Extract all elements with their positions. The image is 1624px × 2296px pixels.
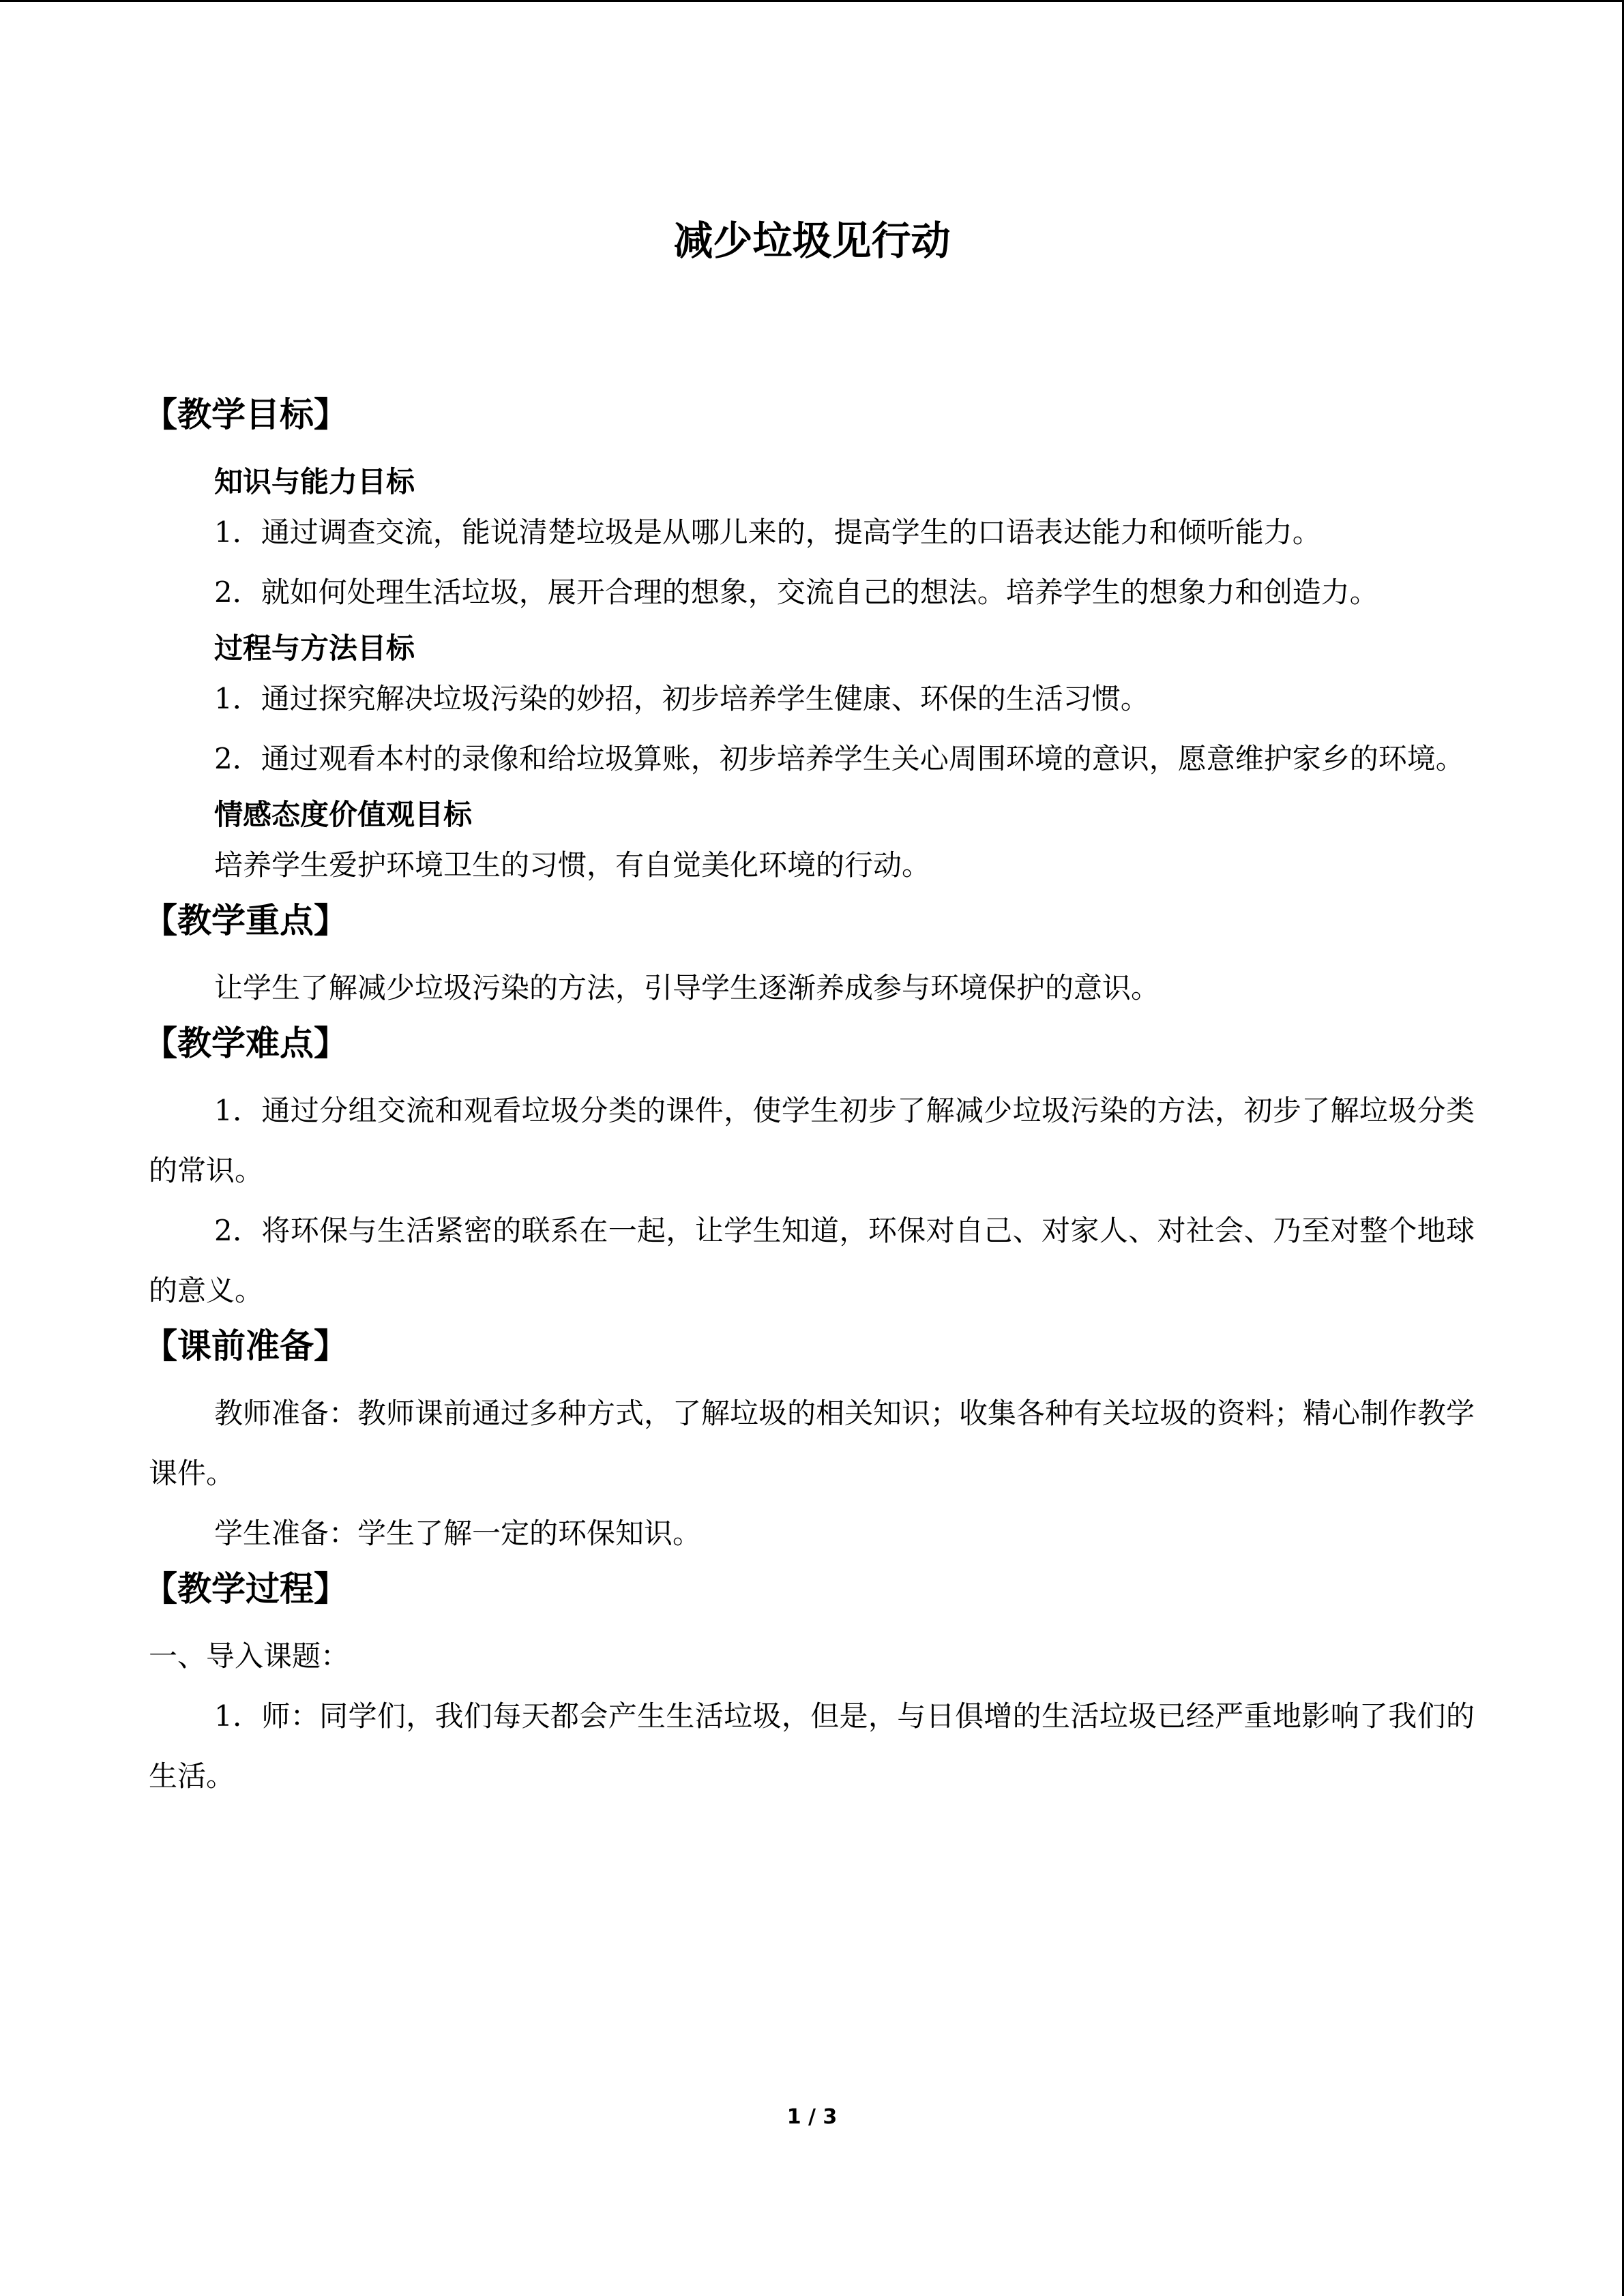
- preparation-teacher: 教师准备：教师课前通过多种方式，了解垃圾的相关知识；收集各种有关垃圾的资料；精心制作教学课件。: [149, 1397, 1475, 1490]
- process-heading: 【教学过程】: [143, 1569, 348, 1609]
- document-body: [143, 384, 1475, 1806]
- preparation-heading: 【课前准备】: [143, 1326, 348, 1366]
- difficulties-item-1: 1．通过分组交流和观看垃圾分类的课件，使学生初步了解减少垃圾污染的方法，初步了解垃圾分类的常识。: [149, 1094, 1475, 1187]
- emotion-item-1: 培养学生爱护环境卫生的习惯，有自觉美化环境的行动。: [214, 848, 931, 882]
- process-step-1-title: 一、导入课题：: [149, 1639, 350, 1673]
- knowledge-item-1: 1．通过调查交流，能说清楚垃圾是从哪儿来的，提高学生的口语表达能力和倾听能力。: [214, 516, 1321, 549]
- difficulties-heading: 【教学难点】: [143, 1024, 348, 1063]
- emotion-heading: 情感态度价值观目标: [214, 798, 473, 831]
- preparation-student: 学生准备：学生了解一定的环保知识。: [214, 1517, 702, 1550]
- process-goal-item-2: 2．通过观看本村的录像和给垃圾算账，初步培养学生关心周围环境的意识，愿意维护家乡的环境。: [214, 742, 1464, 775]
- knowledge-heading: 知识与能力目标: [214, 465, 415, 498]
- knowledge-item-2: 2．就如何处理生活垃圾，展开合理的想象，交流自己的想法。培养学生的想象力和创造力。: [214, 576, 1378, 609]
- page-number: 1 / 3: [786, 2105, 838, 2129]
- objectives-heading: 【教学目标】: [143, 395, 348, 434]
- process-step-1-text: 1．师：同学们，我们每天都会产生生活垃圾，但是，与日俱增的生活垃圾已经严重地影响了我们的生活。: [149, 1699, 1475, 1793]
- key-points-text: 让学生了解减少垃圾污染的方法，引导学生逐渐养成参与环境保护的意识。: [214, 971, 1160, 1004]
- document-title: 减少垃圾见行动: [673, 218, 951, 264]
- difficulties-item-2: 2．将环保与生活紧密的联系在一起，让学生知道，环保对自己、对家人、对社会、乃至对整个地球的意义。: [149, 1214, 1475, 1307]
- process-goal-heading: 过程与方法目标: [214, 631, 415, 665]
- process-goal-item-1: 1．通过探究解决垃圾污染的妙招，初步培养学生健康、环保的生活习惯。: [214, 682, 1149, 715]
- key-points-heading: 【教学重点】: [143, 901, 348, 940]
